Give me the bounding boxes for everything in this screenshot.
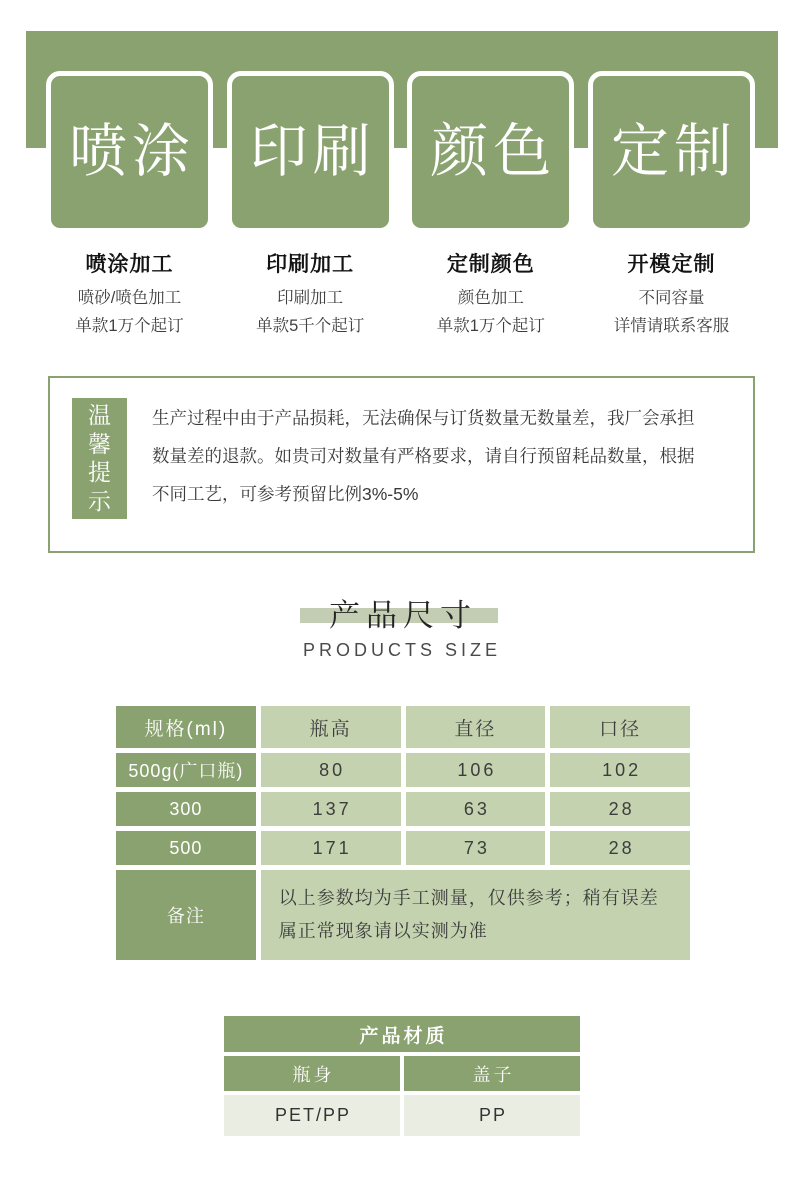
feature-desc-line: 喷砂/喷色加工	[77, 289, 182, 307]
value-cell: 80	[261, 753, 401, 787]
value-cell: 73	[406, 831, 546, 865]
feature-tile-color	[407, 71, 574, 233]
value-cell: 106	[406, 753, 546, 787]
material-title-cell: 产品材质	[224, 1016, 580, 1052]
feature-caption-custom	[588, 250, 755, 340]
feature-desc-line: 颜色加工	[457, 289, 524, 307]
spec-cell: 300	[116, 792, 256, 826]
spec-cell: 500	[116, 831, 256, 865]
notice-label-char: 温	[88, 401, 111, 428]
feature-title: 印刷加工	[266, 253, 355, 276]
notice-label-char: 示	[88, 488, 111, 515]
feature-title: 喷涂加工	[85, 253, 174, 276]
notice-box	[48, 376, 755, 553]
size-table-header-spec: 规格(ml)	[116, 706, 256, 748]
material-column-cap: 盖子	[404, 1056, 580, 1091]
size-table	[116, 706, 690, 960]
feature-title: 定制颜色	[446, 253, 535, 276]
feature-tile-custom	[588, 71, 755, 233]
tile-character: 印刷	[249, 119, 376, 184]
feature-tiles	[46, 71, 755, 233]
feature-desc-line: 单款5千个起订	[256, 316, 365, 335]
note-line: 属正常现象请以实测为准	[278, 921, 488, 941]
value-cell: 102	[550, 753, 690, 787]
size-table-header-height: 瓶高	[261, 706, 401, 748]
size-table-header-mouth: 口径	[550, 706, 690, 748]
value-cell: 63	[406, 792, 546, 826]
note-label-cell: 备注	[116, 870, 256, 960]
material-value-body: PET/PP	[224, 1095, 400, 1136]
notice-label-char: 馨	[88, 430, 111, 457]
feature-captions	[46, 250, 755, 340]
section-subtitle: PRODUCTS SIZE	[302, 640, 501, 660]
material-table	[224, 1016, 580, 1136]
value-cell: 28	[550, 831, 690, 865]
value-cell: 171	[261, 831, 401, 865]
feature-caption-color	[407, 250, 574, 340]
note-cell	[261, 870, 690, 960]
notice-label-char: 提	[88, 459, 111, 486]
value-cell: 28	[550, 792, 690, 826]
feature-tile-print	[227, 71, 394, 233]
material-column-body: 瓶身	[224, 1056, 400, 1091]
feature-tile-spray	[46, 71, 213, 233]
feature-caption-print	[227, 250, 394, 340]
spec-cell: 500g(广口瓶)	[116, 753, 256, 787]
tile-character: 定制	[610, 119, 737, 184]
note-line: 以上参数均为手工测量，仅供参考；稍有误差	[278, 888, 659, 908]
size-table-header-diameter: 直径	[406, 706, 546, 748]
feature-desc-line: 单款1万个起订	[75, 316, 184, 335]
notice-line: 数量差的退款。如贵司对数量有严格要求，请自行预留耗品数量，根据	[152, 446, 695, 466]
notice-text	[152, 399, 742, 513]
tile-character: 颜色	[430, 119, 557, 184]
feature-desc-line: 不同容量	[638, 289, 705, 307]
notice-line: 生产过程中由于产品损耗，无法确保与订货数量无数量差，我厂会承担	[152, 408, 695, 428]
notice-label	[72, 398, 127, 519]
feature-caption-spray	[46, 250, 213, 340]
material-value-cap: PP	[404, 1095, 580, 1136]
tile-character: 喷涂	[68, 119, 195, 184]
feature-desc-line: 详情请联系客服	[613, 316, 730, 335]
notice-line: 不同工艺，可参考预留比例3%-5%	[152, 484, 419, 504]
section-title: 产品尺寸	[329, 598, 477, 633]
feature-desc-line: 单款1万个起订	[436, 316, 545, 335]
value-cell: 137	[261, 792, 401, 826]
feature-desc-line: 印刷加工	[277, 289, 344, 307]
feature-title: 开模定制	[627, 253, 716, 276]
